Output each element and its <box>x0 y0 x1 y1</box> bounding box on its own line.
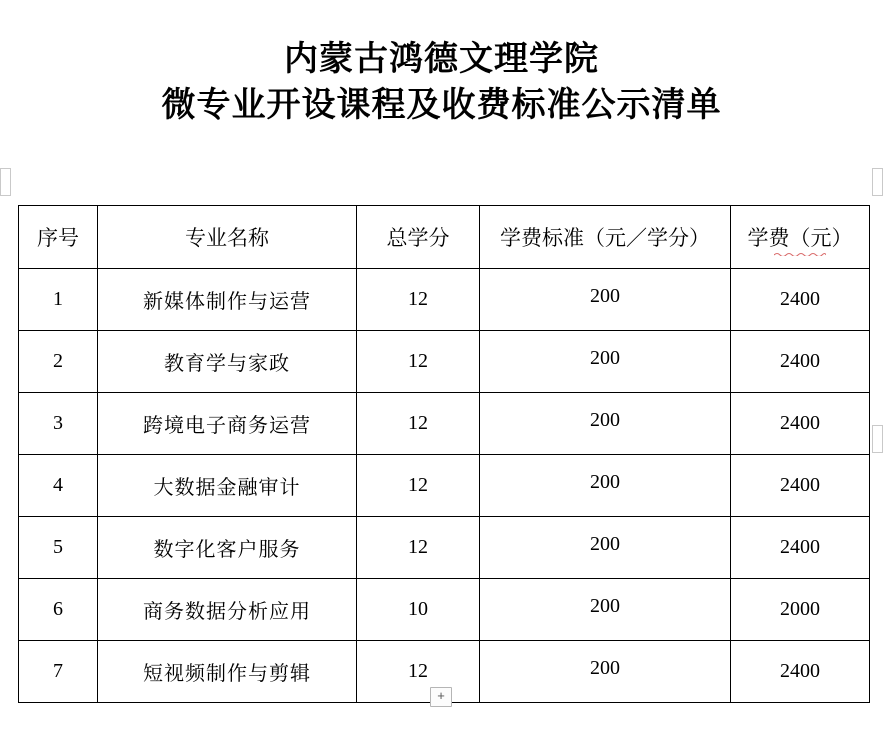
tuition-table <box>18 205 870 703</box>
tuition-table-wrapper <box>18 205 864 703</box>
cell-no: 4 <box>19 455 98 517</box>
cell-no: 2 <box>19 331 98 393</box>
cell-credits: 12 <box>357 393 480 455</box>
cell-major-name: 教育学与家政 <box>98 331 357 393</box>
cell-no: 6 <box>19 579 98 641</box>
table-row <box>19 331 870 393</box>
table-header <box>19 206 870 269</box>
header-major-name: 专业名称 <box>98 206 357 269</box>
header-tuition-standard: 学费标准（元／学分） <box>480 206 731 269</box>
cell-standard <box>480 331 731 393</box>
cell-no: 7 <box>19 641 98 703</box>
cell-fee: 2400 <box>731 393 870 455</box>
header-no: 序号 <box>19 206 98 269</box>
table-header-row <box>19 206 870 269</box>
table-row <box>19 269 870 331</box>
cell-major-name: 跨境电子商务运营 <box>98 393 357 455</box>
cell-fee: 2400 <box>731 269 870 331</box>
cell-fee: 2400 <box>731 455 870 517</box>
header-tuition-fee <box>731 206 870 269</box>
cell-no: 3 <box>19 393 98 455</box>
page-edge-marker-left-top <box>0 168 11 196</box>
cell-standard-value: 200 <box>590 657 620 679</box>
cell-major-name: 数字化客户服务 <box>98 517 357 579</box>
header-total-credits: 总学分 <box>357 206 480 269</box>
cell-standard-value: 200 <box>590 347 620 369</box>
cell-standard-value: 200 <box>590 533 620 555</box>
cell-no: 1 <box>19 269 98 331</box>
cell-fee: 2400 <box>731 331 870 393</box>
cell-credits: 12 <box>357 269 480 331</box>
cell-credits: 10 <box>357 579 480 641</box>
page-edge-marker-right-top <box>872 168 883 196</box>
cell-standard <box>480 517 731 579</box>
cell-standard <box>480 393 731 455</box>
cell-standard-value: 200 <box>590 285 620 307</box>
title-line-1: 内蒙古鸿德文理学院 <box>284 40 599 78</box>
title-line-2: 微专业开设课程及收费标准公示清单 <box>161 86 722 124</box>
table-row <box>19 517 870 579</box>
table-row <box>19 455 870 517</box>
page-edge-marker-right-middle <box>872 425 883 453</box>
table-row <box>19 393 870 455</box>
cell-standard <box>480 641 731 703</box>
cell-standard-value: 200 <box>590 595 620 617</box>
spelling-squiggle-icon <box>774 252 826 256</box>
table-row <box>19 579 870 641</box>
document-title <box>0 0 883 128</box>
cell-major-name: 大数据金融审计 <box>98 455 357 517</box>
cell-standard-value: 200 <box>590 471 620 493</box>
cell-credits: 12 <box>357 331 480 393</box>
cell-fee: 2400 <box>731 641 870 703</box>
cell-credits: 12 <box>357 517 480 579</box>
cell-major-name: 短视频制作与剪辑 <box>98 641 357 703</box>
cell-standard <box>480 269 731 331</box>
add-row-button[interactable]: + <box>430 687 452 707</box>
cell-fee: 2400 <box>731 517 870 579</box>
cell-credits: 12 <box>357 641 480 703</box>
cell-no: 5 <box>19 517 98 579</box>
cell-major-name: 商务数据分析应用 <box>98 579 357 641</box>
cell-major-name: 新媒体制作与运营 <box>98 269 357 331</box>
cell-fee: 2000 <box>731 579 870 641</box>
cell-standard <box>480 579 731 641</box>
header-tuition-fee-label: 学费（元） <box>747 226 853 250</box>
cell-standard-value: 200 <box>590 409 620 431</box>
table-body <box>19 269 870 703</box>
cell-standard <box>480 455 731 517</box>
cell-credits: 12 <box>357 455 480 517</box>
